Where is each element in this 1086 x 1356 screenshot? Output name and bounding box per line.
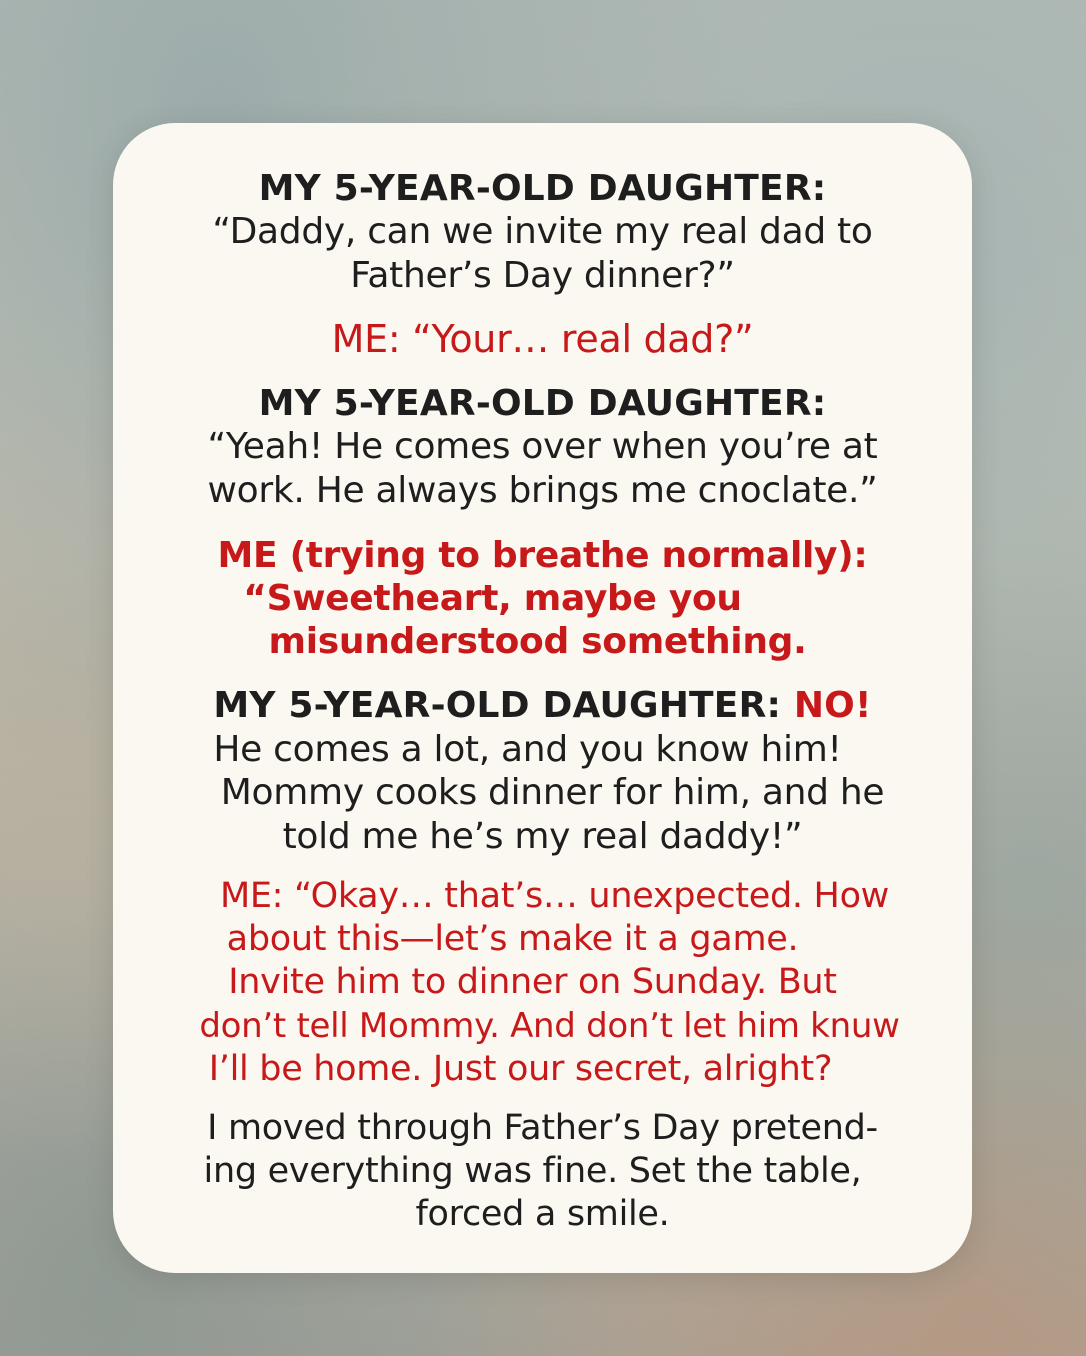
narration-line: forced a smile. xyxy=(415,1194,670,1234)
me-reply-line: I’ll be home. Just our secret, alright? xyxy=(208,1049,833,1089)
daughter-speaker-label: MY 5-YEAR-OLD DAUGHTER: xyxy=(213,685,782,726)
me-reply-line: ME (trying to breathe normally): xyxy=(217,535,868,576)
me-reply-line: misunderstood something. xyxy=(268,621,807,662)
daughter-speaker-label: MY 5-YEAR-OLD DAUGHTER: xyxy=(258,383,827,424)
narration-line: I moved through Father’s Day pretend- xyxy=(207,1108,878,1148)
daughter-quote-line: work. He always brings me cnoclate.” xyxy=(207,470,878,511)
me-reply-line: about this—let’s make it a game. xyxy=(226,919,799,959)
me-reply-line: ME: “Okay… that’s… unexpected. How xyxy=(219,876,890,916)
narration-line: ing everything was fine. Set the table, xyxy=(203,1151,862,1191)
me-reply-line: don’t tell Mommy. And don’t let him knuw xyxy=(199,1006,900,1046)
daughter-quote-line: Father’s Day dinner?” xyxy=(350,255,735,296)
daughter-speaker-label: MY 5-YEAR-OLD DAUGHTER: xyxy=(258,168,827,209)
me-reply-line: “Sweetheart, maybe you xyxy=(243,578,742,619)
daughter-quote-line: “Yeah! He comes over when you’re at xyxy=(207,426,878,467)
daughter-quote-line: “Daddy, can we invite my real dad to xyxy=(212,211,873,252)
daughter-quote-line: Mommy cooks dinner for him, and he xyxy=(220,772,885,813)
me-reply-line: Invite him to dinner on Sunday. But xyxy=(228,962,837,1002)
me-reply-line: ME: “Your… real dad?” xyxy=(331,317,754,361)
daughter-emphasis: NO! xyxy=(793,685,872,726)
daughter-quote-line: told me he’s my real daddy!” xyxy=(282,816,803,857)
daughter-speaker-row xyxy=(113,684,972,728)
daughter-quote-line: He comes a lot, and you know him! xyxy=(213,729,842,770)
story-card xyxy=(113,123,972,1273)
